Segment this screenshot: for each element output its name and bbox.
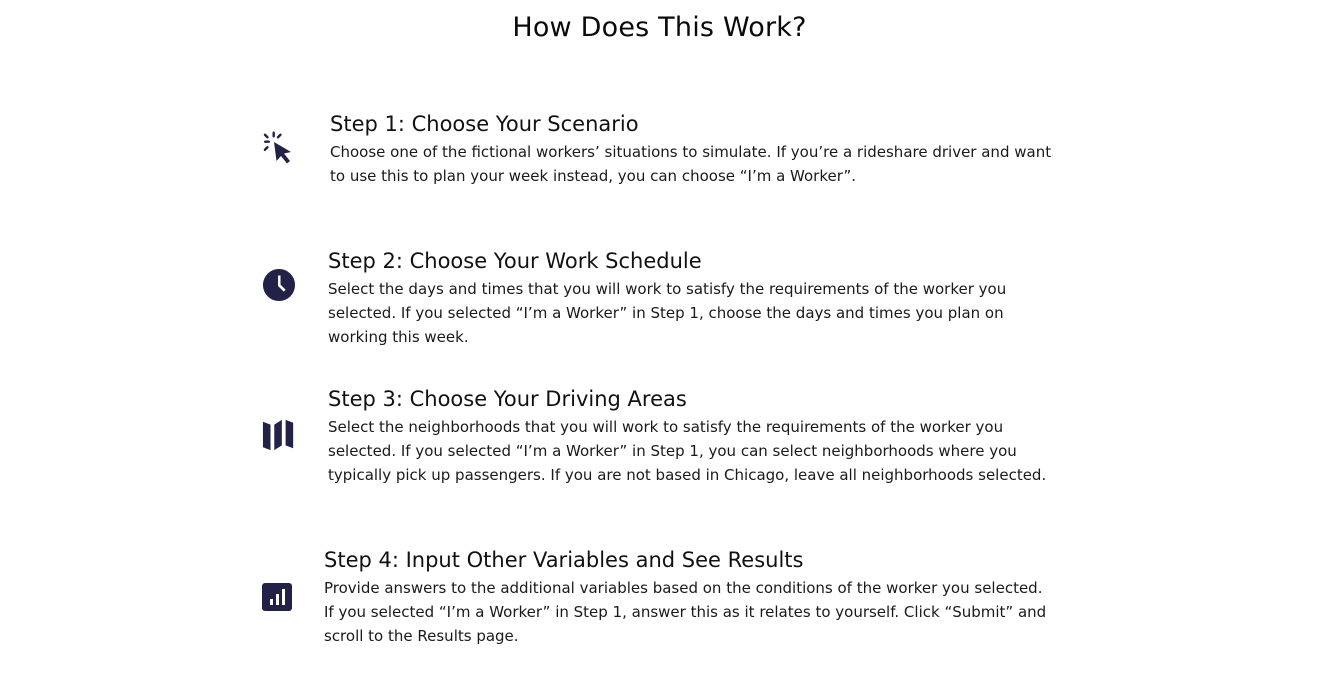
step-2-description: Select the days and times that you will work to satisfy the requirements of the worker you selected. If you selected “I’m a Worker” in Step 1, choose the days and times you plan on working this week. [328, 280, 1007, 346]
step-1-heading: Step 1: Choose Your Scenario [330, 112, 639, 136]
clock-icon [262, 268, 296, 302]
step-2-heading: Step 2: Choose Your Work Schedule [328, 249, 702, 273]
bar-chart-icon [262, 583, 292, 611]
page-title: How Does This Work? [512, 12, 807, 43]
map-icon [262, 418, 296, 452]
step-4-heading: Step 4: Input Other Variables and See Results [324, 548, 804, 572]
step-2-content [328, 249, 1058, 349]
step-4-content [324, 548, 1054, 648]
step-4-description: Provide answers to the additional variables based on the conditions of the worker you selected. If you selected “I’m a Worker” in Step 1, answer this as it relates to yourself. Click “Submit” and scroll to the Results page. [324, 579, 1047, 645]
step-3-content [328, 387, 1058, 487]
step-1-content [330, 112, 1060, 188]
step-3-heading: Step 3: Choose Your Driving Areas [328, 387, 687, 411]
step-3-description: Select the neighborhoods that you will work to satisfy the requirements of the worker you selected. If you selected “I’m a Worker” in Step 1, you can select neighborhoods where you typically pick up passengers. If you are not based in Chicago, leave all neighborhoods selected. [328, 418, 1047, 484]
step-1-description: Choose one of the fictional workers’ situations to simulate. If you’re a rideshare driver and want to use this to plan your week instead, you can choose “I’m a Worker”. [330, 143, 1052, 185]
cursor-click-icon [262, 130, 298, 166]
